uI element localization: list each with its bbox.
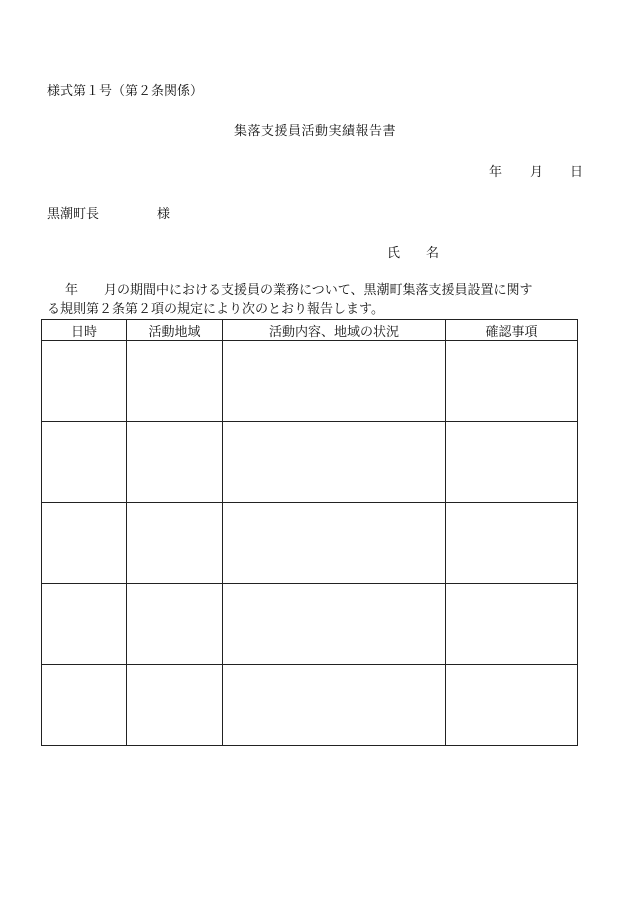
header-activity-content: 活動内容、地域の状況 bbox=[223, 320, 446, 341]
name-label bbox=[387, 242, 439, 261]
table-header-row bbox=[42, 320, 578, 341]
cell-activity-area[interactable] bbox=[127, 341, 223, 422]
table-row bbox=[42, 665, 578, 746]
document-title: 集落支援員活動実績報告書 bbox=[233, 124, 396, 139]
cell-activity-area[interactable] bbox=[127, 422, 223, 503]
cell-activity-content[interactable] bbox=[223, 341, 446, 422]
date-day-label: 日 bbox=[570, 165, 584, 180]
cell-confirmation[interactable] bbox=[446, 422, 578, 503]
table-row bbox=[42, 341, 578, 422]
header-confirmation: 確認事項 bbox=[446, 320, 578, 341]
honorific: 様 bbox=[157, 207, 171, 222]
cell-datetime[interactable] bbox=[42, 422, 127, 503]
activity-report-table bbox=[41, 319, 578, 746]
cell-datetime[interactable] bbox=[42, 341, 127, 422]
cell-confirmation[interactable] bbox=[446, 584, 578, 665]
header-datetime: 日時 bbox=[42, 320, 127, 341]
cell-activity-content[interactable] bbox=[223, 665, 446, 746]
body-line-1-rest: 月の期間中における支援員の業務について、黒潮町集落支援員設置に関す bbox=[104, 283, 533, 298]
cell-datetime[interactable] bbox=[42, 584, 127, 665]
cell-activity-content[interactable] bbox=[223, 584, 446, 665]
header-activity-area: 活動地域 bbox=[127, 320, 223, 341]
date-month-label: 月 bbox=[530, 165, 544, 180]
cell-confirmation[interactable] bbox=[446, 503, 578, 584]
report-body-text bbox=[47, 281, 582, 319]
body-line-2: る規則第２条第２項の規定により次のとおり報告します。 bbox=[47, 302, 384, 317]
form-number: 様式第１号（第２条関係） bbox=[47, 84, 204, 99]
cell-confirmation[interactable] bbox=[446, 665, 578, 746]
cell-datetime[interactable] bbox=[42, 665, 127, 746]
cell-activity-content[interactable] bbox=[223, 503, 446, 584]
cell-activity-content[interactable] bbox=[223, 422, 446, 503]
cell-confirmation[interactable] bbox=[446, 341, 578, 422]
name-label-part1: 氏 bbox=[387, 246, 401, 261]
cell-activity-area[interactable] bbox=[127, 503, 223, 584]
table-row bbox=[42, 422, 578, 503]
addressee: 黒潮町長 bbox=[47, 207, 100, 222]
name-label-part2: 名 bbox=[426, 246, 440, 261]
cell-activity-area[interactable] bbox=[127, 584, 223, 665]
cell-activity-area[interactable] bbox=[127, 665, 223, 746]
body-year: 年 bbox=[65, 283, 79, 298]
table-row bbox=[42, 503, 578, 584]
body-line-1 bbox=[47, 281, 582, 300]
cell-datetime[interactable] bbox=[42, 503, 127, 584]
table-row bbox=[42, 584, 578, 665]
date-year-label: 年 bbox=[489, 165, 503, 180]
